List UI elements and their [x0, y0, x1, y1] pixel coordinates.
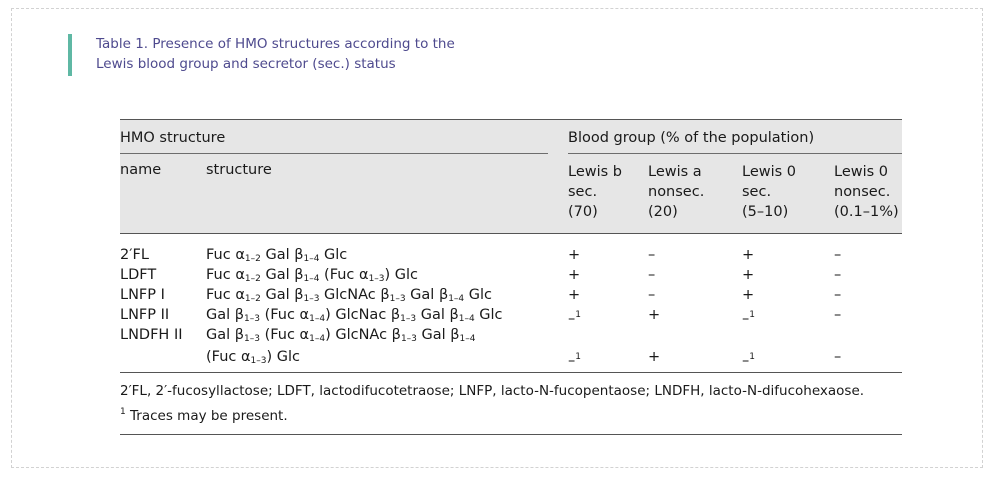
header-col-lewis-0-nonsec	[834, 162, 899, 222]
header-col-label: Lewis b	[568, 164, 622, 180]
value-symbol: –	[568, 353, 576, 369]
value-lewis-a: +	[648, 307, 661, 323]
header-col-label: (0.1–1%)	[834, 204, 899, 220]
header-name: name	[120, 162, 162, 178]
header-blood-group-rule	[568, 153, 902, 154]
table-caption	[96, 34, 455, 74]
value-lewis-a: –	[648, 247, 656, 263]
hmo-structure: Fuc $\alpha_{1-2}$ Gal $\beta_{1-4}$ Glc	[206, 247, 348, 264]
footnote-marker: 1	[575, 352, 581, 362]
value-lewis-a: –	[648, 287, 656, 303]
value-lewis-0-nonsec: –	[834, 267, 842, 283]
header-col-label: nonsec.	[648, 184, 705, 200]
hmo-name: LNDFH II	[120, 327, 183, 343]
footnote-abbreviations: 2′FL, 2′-fucosyllactose; LDFT, lactodifucotetraose; LNFP, lacto-N-fucopentaose; LNDFH, lacto-N-difucohexaose.	[120, 383, 865, 399]
hmo-table	[120, 119, 902, 435]
table-body	[120, 234, 902, 372]
value-lewis-b: +	[568, 247, 581, 263]
header-col-lewis-b-sec	[568, 162, 622, 222]
header-col-lewis-a-nonsec	[648, 162, 704, 222]
table-footnotes	[120, 372, 902, 435]
header-blood-group: Blood group (% of the population)	[568, 130, 815, 146]
hmo-name: LDFT	[120, 267, 157, 283]
hmo-name: LNFP I	[120, 287, 165, 303]
header-col-label: Lewis a	[648, 164, 702, 180]
table-row	[120, 285, 902, 305]
table-row	[120, 305, 902, 325]
value-symbol: –	[742, 311, 750, 327]
header-hmo-structure: HMO structure	[120, 130, 226, 146]
table-row	[120, 265, 902, 285]
hmo-structure: Gal $\beta_{1-3}$ (Fuc $\alpha_{1-4}$) GlcNAc $\beta_{1-3}$ Gal $\beta_{1-4}$	[206, 327, 476, 344]
header-col-label: (5–10)	[742, 204, 789, 220]
caption-line-2: Lewis blood group and secretor (sec.) status	[96, 56, 396, 72]
hmo-structure: Fuc $\alpha_{1-2}$ Gal $\beta_{1-3}$ GlcNAc $\beta_{1-3}$ Gal $\beta_{1-4}$ Glc	[206, 287, 493, 304]
header-col-label: sec.	[742, 184, 772, 200]
table-row-continuation	[120, 347, 902, 367]
value-lewis-b	[568, 347, 581, 371]
value-symbol: –	[568, 311, 576, 327]
value-lewis-0-sec: +	[742, 267, 755, 283]
header-col-label: (70)	[568, 204, 598, 220]
table-row	[120, 325, 902, 345]
header-col-label: nonsec.	[834, 184, 891, 200]
caption-line-1: Table 1. Presence of HMO structures according to the	[96, 36, 455, 52]
footnote-text: Traces may be present.	[125, 408, 288, 424]
value-lewis-0-sec: +	[742, 287, 755, 303]
value-lewis-0-nonsec: –	[834, 307, 842, 323]
header-col-label: (20)	[648, 204, 678, 220]
table-row	[120, 245, 902, 265]
hmo-name: LNFP II	[120, 307, 170, 323]
hmo-structure-continued: (Fuc $\alpha_{1-3}$) Glc	[206, 349, 301, 366]
header-col-lewis-0-sec	[742, 162, 796, 222]
hmo-structure: Fuc $\alpha_{1-2}$ Gal $\beta_{1-4}$ (Fuc $\alpha_{1-3}$) Glc	[206, 267, 419, 284]
footnote-marker: 1	[120, 407, 126, 417]
value-lewis-a: +	[648, 349, 661, 365]
header-structure: structure	[206, 162, 272, 178]
value-lewis-0-nonsec: –	[834, 247, 842, 263]
value-lewis-0-sec: +	[742, 247, 755, 263]
value-lewis-0-nonsec: –	[834, 287, 842, 303]
value-lewis-b: +	[568, 287, 581, 303]
value-lewis-0-nonsec: –	[834, 349, 842, 365]
header-col-label: Lewis 0	[742, 164, 797, 180]
footnote-marker: 1	[749, 352, 755, 362]
footnote-marker: 1	[749, 310, 755, 320]
value-lewis-a: –	[648, 267, 656, 283]
footnote-marker: 1	[575, 310, 581, 320]
table-header	[120, 119, 902, 234]
caption-accent-bar	[68, 34, 72, 76]
hmo-name: 2′FL	[120, 247, 149, 263]
hmo-structure: Gal $\beta_{1-3}$ (Fuc $\alpha_{1-4}$) GlcNac $\beta_{1-3}$ Gal $\beta_{1-4}$ Glc	[206, 307, 503, 324]
value-lewis-b: +	[568, 267, 581, 283]
header-col-label: Lewis 0	[834, 164, 889, 180]
header-hmo-rule	[120, 153, 548, 154]
footnote-traces	[120, 402, 902, 427]
header-col-label: sec.	[568, 184, 598, 200]
value-symbol: –	[742, 353, 750, 369]
value-lewis-0-sec	[742, 347, 755, 371]
